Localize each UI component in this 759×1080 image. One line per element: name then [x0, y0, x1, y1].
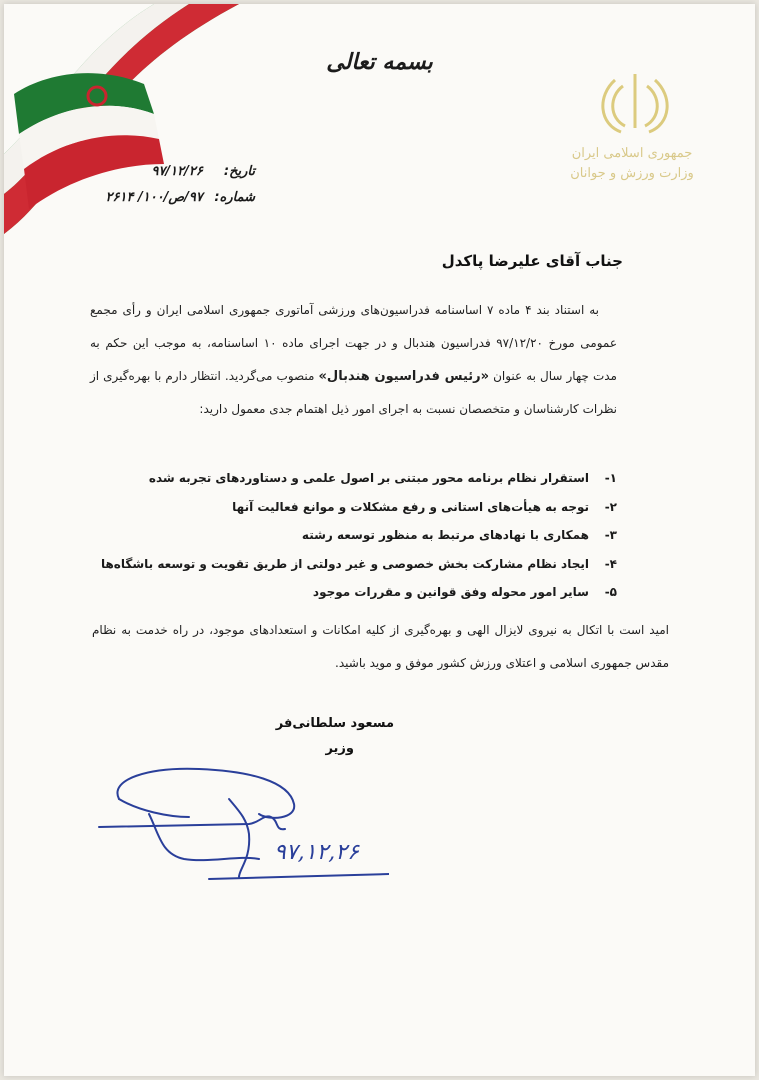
body-text-part-2: منصوب می‌گردید. انتظار دارم با بهره‌گیری از نظرات کارشناسان و متخصصان نسبت به اجرای امور ذیل اهتمام جدی معمول دارید: [90, 369, 617, 416]
signer-name: مسعود سلطانی‌فر [275, 716, 394, 731]
handwritten-signature-icon [89, 759, 389, 889]
signature-date: ۹۷,۱۲,۲۶ [274, 840, 359, 865]
closing-text: امید است با اتکال به نیروی لایزال الهی و بهره‌گیری از کلیه امکانات و استعدادهای موجود، در راه خدمت به نظام مقدس جمهوری اسلامی و اعتلای ورزش کشور موفق و موید باشید. [92, 623, 669, 670]
letter-body [90, 294, 617, 426]
list-item [101, 493, 617, 522]
item-text: توجه به هیأت‌های استانی و رفع مشکلات و موانع فعالیت آنها [232, 499, 589, 514]
item-text: ایجاد نظام مشارکت بخش خصوصی و غیر دولتی از طریق تقویت و توسعه باشگاه‌ها [100, 556, 589, 571]
number-value: ۹۷/ص/۱۰۰/ ۲۶۱۴ [105, 190, 203, 205]
body-paragraph [90, 294, 617, 426]
ministry-line-country: جمهوری اسلامی ایران [571, 146, 693, 161]
salutation: جناب آقای علیرضا پاکدل [441, 252, 623, 270]
letter-metadata [106, 159, 256, 211]
item-number: ۳- [604, 528, 617, 542]
number-label: شماره: [214, 190, 255, 205]
ministry-line-ministry: وزارت ورزش و جوانان [570, 166, 694, 181]
ministry-name [567, 144, 697, 184]
signer-title: وزیر [325, 741, 354, 756]
list-item [101, 521, 617, 550]
letter-page [4, 4, 755, 1076]
date-label: تاریخ: [223, 164, 255, 179]
list-item [101, 550, 617, 579]
item-text: سایر امور محوله وفق قوانین و مقررات موجود [312, 585, 589, 599]
number-row [106, 185, 256, 211]
list-item [101, 464, 617, 493]
date-row [106, 159, 256, 185]
date-value: ۹۷/۱۲/۲۶ [151, 164, 203, 179]
item-text: همکاری با نهادهای مرتبط به منظور توسعه رشته [301, 528, 589, 542]
body-text-part-1: به استناد بند ۴ ماده ۷ اساسنامه فدراسیون‌های ورزشی آماتوری جمهوری اسلامی ایران و رأی مجمع عمومی مورخ ۹۷/۱۲/۲۰ فدراسیون هندبال و در جهت اجرای ماده ۱۰ اساسنامه، به موجب این حکم به مدت چهار سال به عنوان [90, 303, 617, 383]
duties-list [101, 464, 617, 607]
item-number: ۱- [604, 471, 617, 485]
item-number: ۲- [604, 499, 617, 514]
bismillah-heading: بسمه تعالی [326, 49, 433, 75]
list-item [101, 578, 617, 607]
item-number: ۴- [604, 556, 617, 571]
signer-block [234, 716, 394, 756]
position-title: «رئیس فدراسیون هندبال» [318, 369, 490, 384]
closing-paragraph [92, 614, 669, 680]
item-number: ۵- [604, 585, 617, 599]
national-emblem-icon [595, 66, 675, 136]
item-text: استقرار نظام برنامه محور مبتنی بر اصول علمی و دستاوردهای تجربه شده [148, 471, 589, 485]
